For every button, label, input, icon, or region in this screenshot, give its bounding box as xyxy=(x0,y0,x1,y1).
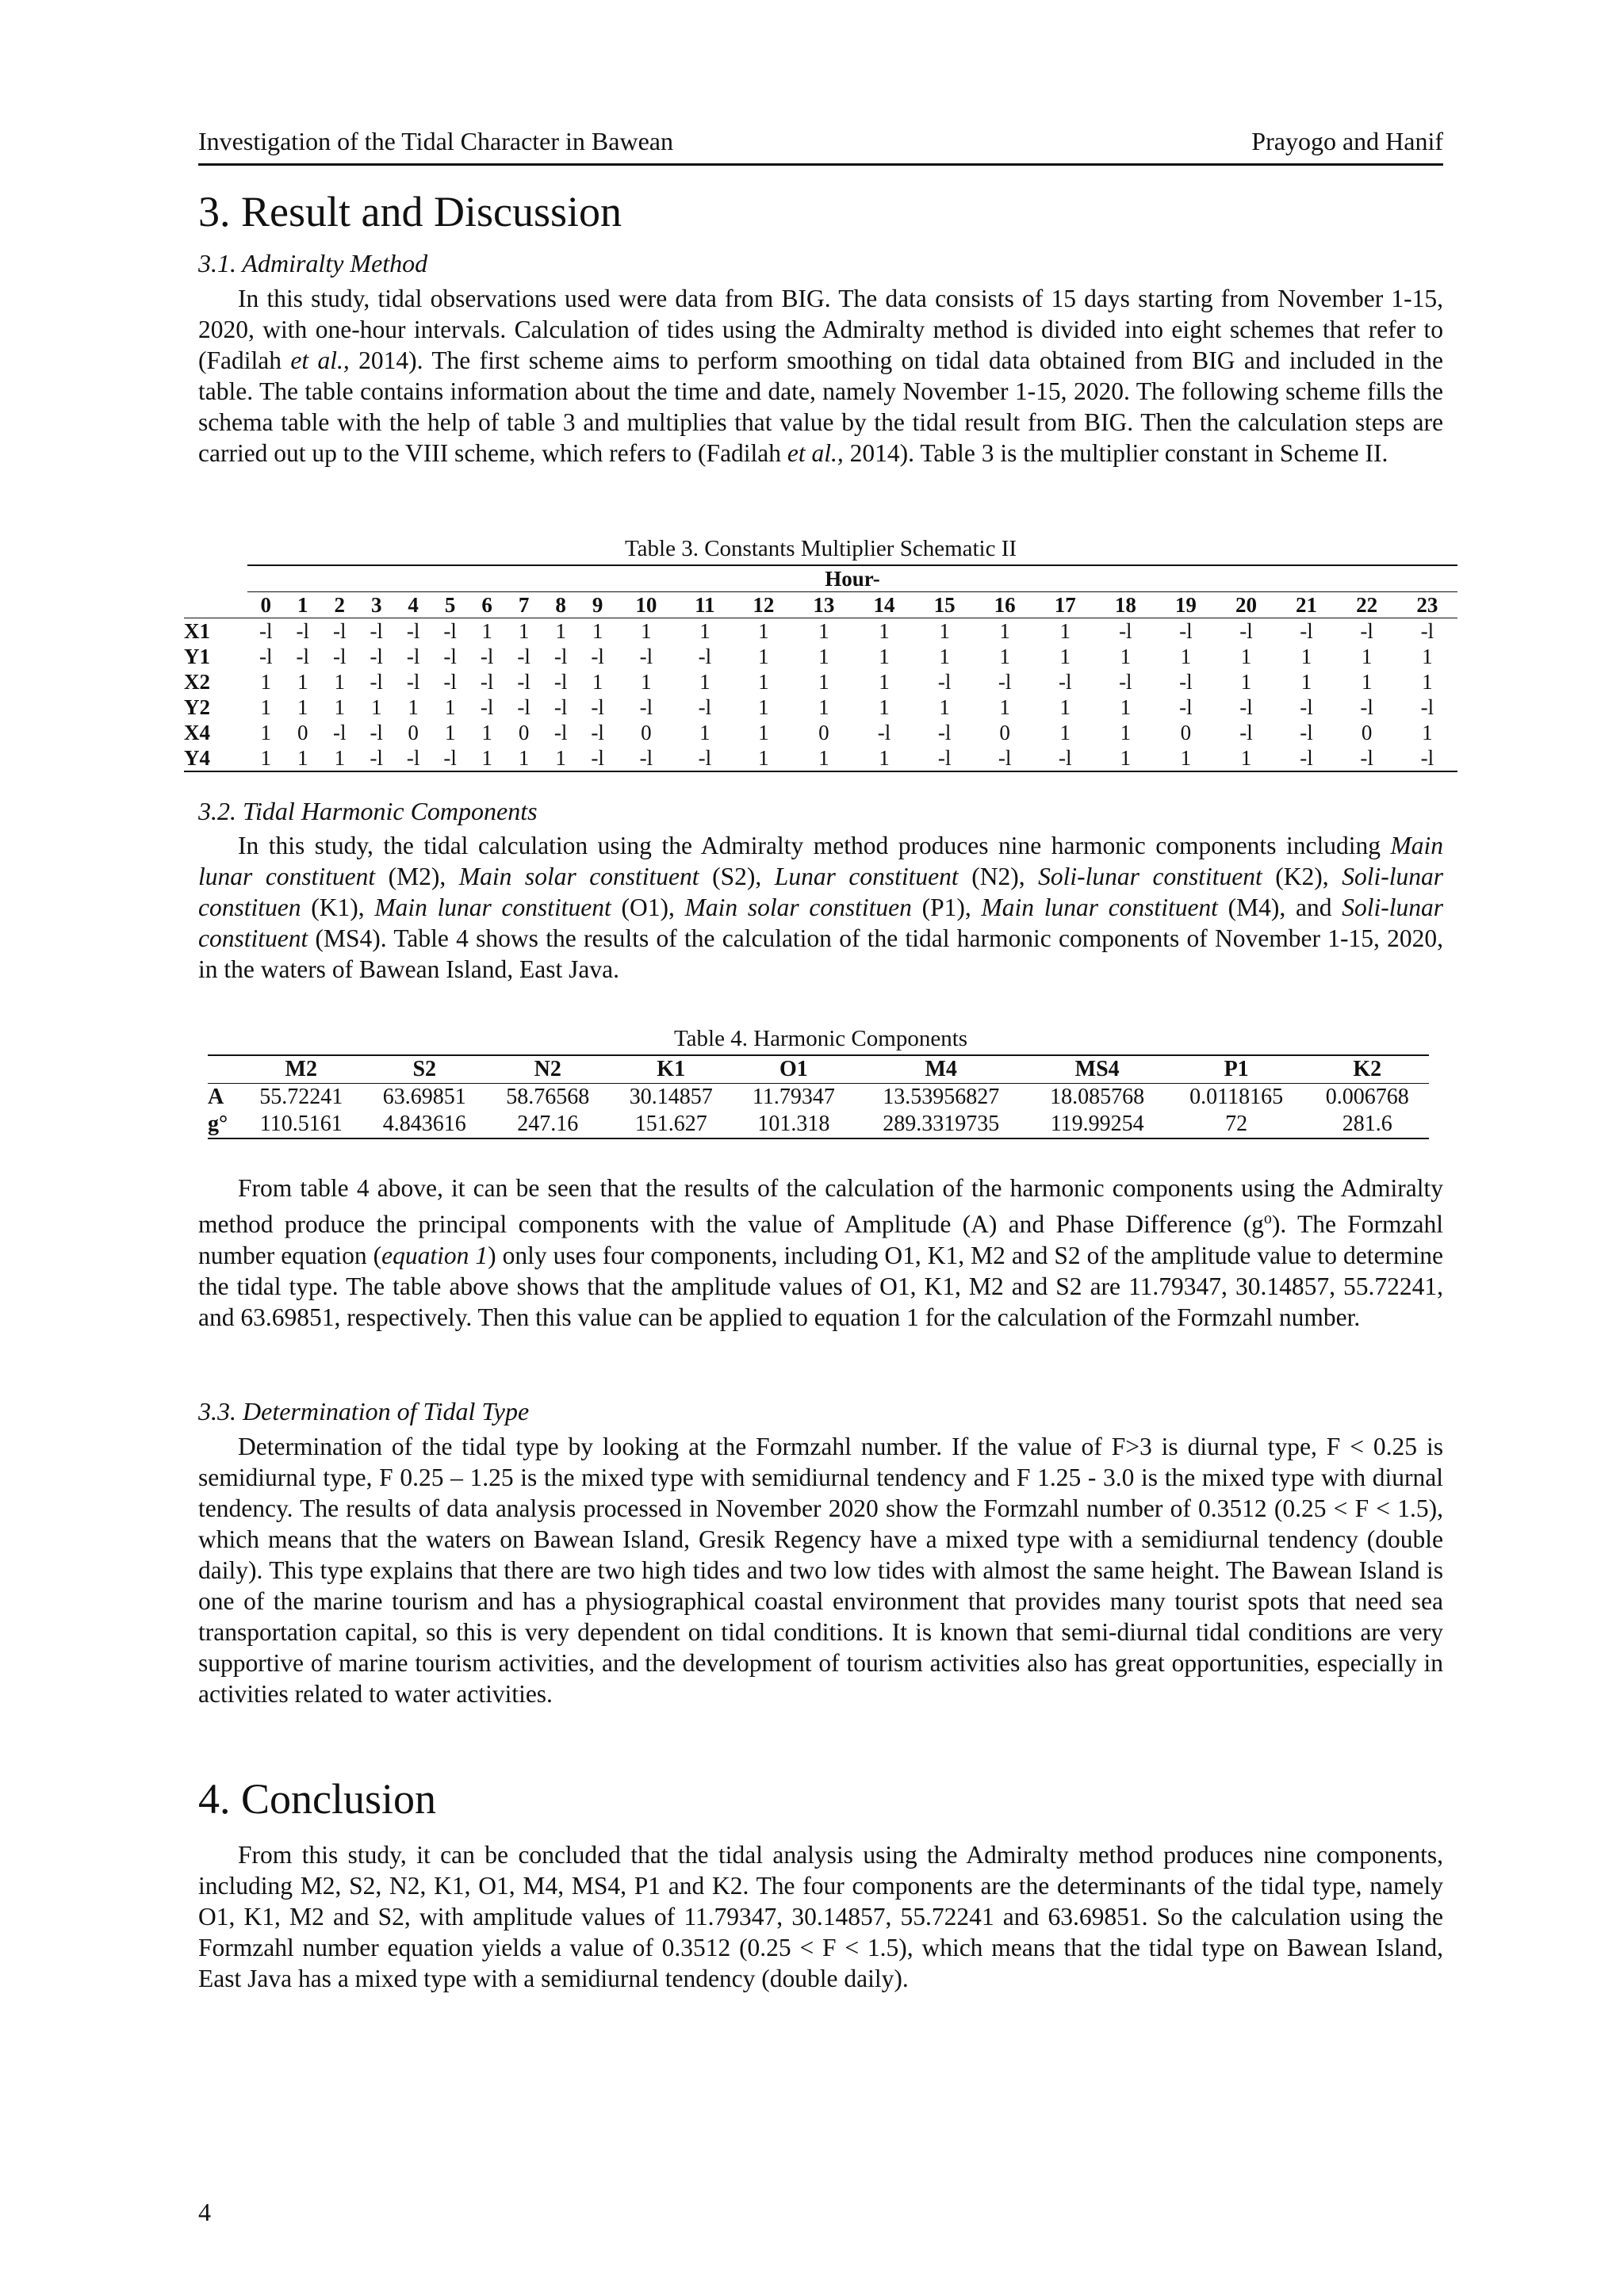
table3-cell: 1 xyxy=(469,745,505,771)
table3-cell: 1 xyxy=(284,745,320,771)
table4-cell: 30.14857 xyxy=(629,1085,713,1109)
table4-column-header: K1 xyxy=(609,1055,732,1084)
table3-cell: 0 xyxy=(999,720,1010,744)
table3-cell: -l xyxy=(480,644,494,668)
table3-cell: 1 xyxy=(794,745,854,771)
table4-header-row xyxy=(208,1055,1429,1084)
table3-cell: -l xyxy=(406,669,420,694)
table3-cell: -l xyxy=(1277,745,1337,771)
table3-cell: -l xyxy=(639,695,653,719)
table3-cell: 1 xyxy=(1120,695,1132,719)
table3-cell: 1 xyxy=(1422,644,1433,668)
subsection-heading-harmonic: 3.2. Tidal Harmonic Components xyxy=(198,797,538,825)
table3-cell: 1 xyxy=(334,669,345,694)
table3-hour-header: 18 xyxy=(1095,592,1155,618)
table3-cell: 1 xyxy=(481,720,492,744)
table3-cell: -l xyxy=(1239,618,1253,643)
table3-hour-header: 6 xyxy=(469,592,505,618)
table3-cell: 1 xyxy=(758,720,769,744)
table3-hour-header: 8 xyxy=(542,592,579,618)
table3-hour-row xyxy=(184,592,1457,618)
table3-cell: 1 xyxy=(1240,669,1252,694)
table3-cell: 0 xyxy=(408,720,419,744)
table3-cell: 1 xyxy=(1361,644,1373,668)
table3-cell: 1 xyxy=(444,695,456,719)
table3-cell: 1 xyxy=(854,745,914,771)
table3-cell: 1 xyxy=(939,644,950,668)
table3-cell: -l xyxy=(1360,695,1373,719)
header-title: Investigation of the Tidal Character in Bawean xyxy=(198,127,673,155)
table3-cell: 1 xyxy=(733,745,794,771)
table3-cell: 1 xyxy=(818,669,829,694)
table3-cell: 1 xyxy=(1095,745,1155,771)
table3-cell: -l xyxy=(431,745,468,771)
table3-row-label: X2 xyxy=(184,669,210,694)
table3-cell: -l xyxy=(698,695,712,719)
paragraph-admiralty: In this study, tidal observations used were data from BIG. The data consists of 15 days starting from November 1-15, 2020, with one-hour intervals. Calculation of tides using the Admiralty method is divided into eight schemes that refer to (Fadilah et al., 2014). The first scheme aims to perform smoothing on tidal data obtained from BIG and included in the table. The table contains information about the time and date, namely November 1-15, 2020. The following scheme fills the schema table with the help of table 3 and multiplies that value by the tidal result from BIG. Then the calculation steps are carried out up to the VIII scheme, which refers to (Fadilah et al., 2014). Table 3 is the multiplier constant in Scheme II. xyxy=(198,285,1443,467)
table3-cell: 1 xyxy=(321,745,358,771)
table4-column-header: K2 xyxy=(1305,1055,1429,1084)
table3-hour-header: 1 xyxy=(284,592,320,618)
table3-cell: -l xyxy=(332,618,347,643)
table3-cell: -l xyxy=(296,644,309,668)
table3-cell: 1 xyxy=(297,695,308,719)
paragraph-conclusion: From this study, it can be concluded that the tidal analysis using the Admiralty method produces nine components, including M2, S2, N2, K1, O1, M4, MS4, P1 and K2. The four components are the determinants of the tidal type, namely O1, K1, M2 and S2, with amplitude values of 11.79347, 30.14857, 55.72241 and 63.69851. So the calculation using the Formzahl number equation yields a value of 0.3512 (0.25 < F < 1.5), which means that the tidal type on Bawean Island, East Java has a mixed type with a semidiurnal tendency (double daily). xyxy=(198,1841,1443,1992)
table3-cell: -l xyxy=(1360,618,1373,643)
paragraph-harmonic: In this study, the tidal calculation using the Admiralty method produces nine harmonic components including Main lunar constituent (M2), Main solar constituent (S2), Lunar constituent (N2), Soli-lunar constituent (K2), Soli-lunar constituen (K1), Main lunar constituent (O1), Main solar constituen (P1), Main lunar constituent (M4), and Soli-lunar constituent (MS4). Table 4 shows the results of the calculation of the tidal harmonic components of November 1-15, 2020, in the waters of Bawean Island, East Java. xyxy=(198,832,1444,983)
table4-cell: 101.318 xyxy=(733,1111,855,1138)
table3-hour-header: 10 xyxy=(616,592,676,618)
table3-hour-header: 3 xyxy=(358,592,394,618)
table3-cell: -l xyxy=(406,644,420,668)
table3-cell: -l xyxy=(1337,745,1397,771)
table3-cell: 1 xyxy=(1180,644,1192,668)
table3-cell: -l xyxy=(1119,669,1132,694)
table4-cell: 58.76568 xyxy=(506,1085,590,1109)
table-row xyxy=(184,745,1457,771)
table3-cell: -l xyxy=(1397,745,1457,771)
table3-hour-header: 13 xyxy=(794,592,854,618)
table4-cell: 281.6 xyxy=(1305,1111,1429,1138)
table3-cell: 1 xyxy=(758,644,769,668)
table3-cell: 1 xyxy=(1216,745,1276,771)
table4-cell: 72 xyxy=(1167,1111,1306,1138)
table3-cell: -l xyxy=(1058,669,1072,694)
table3-cell: -l xyxy=(1420,618,1434,643)
table3-hour-header: 11 xyxy=(676,592,733,618)
table-3 xyxy=(184,564,1457,772)
table4-cell: 18.085768 xyxy=(1050,1085,1145,1109)
table3-cell: -l xyxy=(1300,695,1313,719)
table3-cell: -l xyxy=(480,695,494,719)
table3-cell: 1 xyxy=(939,695,950,719)
table3-cell: 1 xyxy=(1155,745,1216,771)
table3-hour-header: 7 xyxy=(505,592,542,618)
table3-cell: -l xyxy=(591,720,604,744)
table3-hour-header: 16 xyxy=(975,592,1035,618)
table3-cell: 1 xyxy=(879,618,890,643)
table3-cell: 1 xyxy=(555,618,566,643)
table3-cell: 1 xyxy=(879,669,890,694)
table3-cell: -l xyxy=(553,720,568,744)
table-row xyxy=(184,669,1457,695)
table-4 xyxy=(208,1054,1429,1139)
table3-hour-header: 20 xyxy=(1216,592,1276,618)
table3-cell: -l xyxy=(1179,618,1193,643)
table3-cell: 1 xyxy=(1300,669,1312,694)
table4-cell: 247.16 xyxy=(486,1111,609,1138)
table3-cell: -l xyxy=(676,745,733,771)
table3-hour-header: 19 xyxy=(1155,592,1216,618)
table3-cell: 1 xyxy=(444,720,456,744)
table3-cell: -l xyxy=(1119,618,1132,643)
table3-cell: 1 xyxy=(879,644,890,668)
table3-hour-header: 2 xyxy=(321,592,358,618)
table4-body xyxy=(208,1084,1429,1139)
table3-row-label: Y1 xyxy=(184,644,210,668)
table3-cell: -l xyxy=(370,669,383,694)
table3-cell: 1 xyxy=(1059,618,1071,643)
table3-cell: -l xyxy=(579,745,615,771)
table3-cell: 1 xyxy=(758,669,769,694)
table3-cell: -l xyxy=(1300,618,1313,643)
table3-hour-header: 9 xyxy=(579,592,615,618)
table4-column-header: O1 xyxy=(733,1055,855,1084)
section-heading-conclusion: 4. Conclusion xyxy=(198,1775,437,1823)
table3-cell: -l xyxy=(332,720,347,744)
table3-cell: 1 xyxy=(542,745,579,771)
table-row xyxy=(208,1111,1429,1138)
table3-cell: 1 xyxy=(1059,695,1071,719)
table3-cell: 1 xyxy=(370,695,382,719)
table3-cell: 1 xyxy=(1422,669,1433,694)
table4-cell: 151.627 xyxy=(609,1111,732,1138)
table3-cell: 1 xyxy=(297,669,308,694)
table4-column-header: M4 xyxy=(855,1055,1028,1084)
table-row xyxy=(184,720,1457,745)
table3-cell: -l xyxy=(914,745,975,771)
table3-cell: -l xyxy=(332,644,347,668)
table3-cell: 1 xyxy=(999,695,1010,719)
section-heading-results: 3. Result and Discussion xyxy=(198,188,622,235)
table3-cell: 1 xyxy=(408,695,419,719)
table3-cell: -l xyxy=(480,669,494,694)
table3-cell: -l xyxy=(1239,695,1253,719)
table4-cell: 4.843616 xyxy=(362,1111,485,1138)
table4-caption: Table 4. Harmonic Components xyxy=(673,1026,968,1051)
table3-hour-header: 17 xyxy=(1035,592,1095,618)
table3-cell: 1 xyxy=(818,644,829,668)
table3-row-label: X1 xyxy=(184,618,210,643)
table3-cell: -l xyxy=(553,695,568,719)
table3-cell: 0 xyxy=(818,720,829,744)
table3-cell: -l xyxy=(937,720,952,744)
table3-group-header-row xyxy=(184,565,1457,592)
table3-cell: 1 xyxy=(939,618,950,643)
table3-cell: 1 xyxy=(1059,720,1071,744)
table3-cell: -l xyxy=(443,669,457,694)
table3-cell: -l xyxy=(1035,745,1095,771)
table3-cell: -l xyxy=(370,644,383,668)
table3-hour-header: 23 xyxy=(1397,592,1457,618)
table3-cell: 0 xyxy=(1180,720,1192,744)
table3-group-header: Hour- xyxy=(247,565,1457,592)
table3-cell: -l xyxy=(358,745,394,771)
table3-cell: 1 xyxy=(247,745,284,771)
table4-row-label: A xyxy=(208,1085,224,1109)
table3-cell: 1 xyxy=(1120,644,1132,668)
table3-cell: -l xyxy=(998,669,1012,694)
table3-cell: -l xyxy=(517,669,530,694)
table-row xyxy=(208,1084,1429,1112)
table4-cell: 55.72241 xyxy=(259,1085,343,1109)
table4-column-header: S2 xyxy=(362,1055,485,1084)
table3-cell: 1 xyxy=(999,644,1010,668)
table4-row-label: g° xyxy=(208,1111,239,1138)
table3-caption: Table 3. Constants Multiplier Schematic II xyxy=(624,536,1017,561)
table4-cell: 0.006768 xyxy=(1325,1085,1409,1109)
table3-cell: 0 xyxy=(641,720,652,744)
table3-cell: 1 xyxy=(260,669,271,694)
table3-cell: 1 xyxy=(1059,644,1071,668)
table3-cell: -l xyxy=(937,669,952,694)
table3-hour-header: 12 xyxy=(733,592,794,618)
table3-cell: 1 xyxy=(879,695,890,719)
table3-cell: 1 xyxy=(260,695,271,719)
table4-cell: 11.79347 xyxy=(752,1085,835,1109)
table3-cell: 1 xyxy=(758,618,769,643)
table4-cell: 0.0118165 xyxy=(1189,1085,1284,1109)
table3-hour-header: 15 xyxy=(914,592,975,618)
table3-cell: 1 xyxy=(641,618,652,643)
table3-cell: -l xyxy=(517,644,530,668)
table3-cell: 1 xyxy=(699,720,710,744)
table3-cell: 1 xyxy=(818,618,829,643)
table3-row-label: Y4 xyxy=(184,745,247,771)
table3-hour-header: 5 xyxy=(431,592,468,618)
table3-cell: -l xyxy=(370,720,383,744)
table3-cell: -l xyxy=(1179,669,1193,694)
table3-cell: -l xyxy=(1300,720,1313,744)
table3-cell: -l xyxy=(296,618,309,643)
table3-cell: -l xyxy=(443,618,457,643)
table3-cell: -l xyxy=(553,669,568,694)
table4-cell: 13.53956827 xyxy=(883,1085,1000,1109)
table3-cell: 1 xyxy=(1300,644,1312,668)
table3-cell: 1 xyxy=(334,695,345,719)
table3-cell: 1 xyxy=(260,720,271,744)
paragraph-table4-discussion: From table 4 above, it can be seen that the results of the calculation of the harmonic components using the Admiralty method produce the principal components with the value of Amplitude (A) and Phase Difference $(g^o)$. The Formzahl number equation (equation 1) only uses four components, including O1, K1, M2 and S2 of the amplitude value to determine the tidal type. The table above shows that the amplitude values of O1, K1, M2 and S2 are 11.79347, 30.14857, 55.72241, and 63.69851, respectively. Then this value can be applied to equation 1 for the calculation of the Formzahl number. xyxy=(198,1174,1443,1331)
table-row xyxy=(184,618,1457,645)
header-authors: Prayogo and Hanif xyxy=(1251,127,1443,155)
header-rule xyxy=(198,163,1443,166)
table3-cell: -l xyxy=(259,618,273,643)
table3-cell: 1 xyxy=(818,695,829,719)
table4-cell: 289.3319735 xyxy=(855,1111,1028,1138)
table3-cell: -l xyxy=(443,644,457,668)
table3-row-label: X4 xyxy=(184,720,210,744)
table4-column-header: M2 xyxy=(239,1055,362,1084)
table4-cell: 119.99254 xyxy=(1028,1111,1167,1138)
table3-cell: 1 xyxy=(758,695,769,719)
table3-hour-header: 0 xyxy=(247,592,284,618)
table4-cell: 63.69851 xyxy=(382,1085,466,1109)
table3-cell: 1 xyxy=(1361,669,1373,694)
table3-cell: 0 xyxy=(1361,720,1373,744)
table3-cell: -l xyxy=(406,618,420,643)
table4-column-header: MS4 xyxy=(1028,1055,1167,1084)
table3-body xyxy=(184,618,1457,772)
table3-cell: -l xyxy=(1239,720,1253,744)
table3-cell: -l xyxy=(553,644,568,668)
table3-cell: -l xyxy=(975,745,1035,771)
table4-column-header: P1 xyxy=(1167,1055,1306,1084)
table3-cell: -l xyxy=(616,745,676,771)
table3-hour-header: 21 xyxy=(1277,592,1337,618)
table3-hour-header: 4 xyxy=(395,592,431,618)
table3-cell: -l xyxy=(639,644,653,668)
table3-cell: -l xyxy=(877,720,891,744)
table3-cell: 1 xyxy=(1240,644,1252,668)
table3-cell: 1 xyxy=(999,618,1010,643)
table3-cell: 1 xyxy=(699,669,710,694)
table-row xyxy=(184,644,1457,669)
table3-hour-header: 22 xyxy=(1337,592,1397,618)
table3-cell: -l xyxy=(259,644,273,668)
subsection-heading-tidal-type: 3.3. Determination of Tidal Type xyxy=(198,1397,530,1425)
table3-cell: 1 xyxy=(1422,720,1433,744)
table3-cell: 1 xyxy=(1120,720,1132,744)
table3-cell: -l xyxy=(698,644,712,668)
table3-cell: 0 xyxy=(518,720,530,744)
table3-cell: 1 xyxy=(699,618,710,643)
table3-cell: -l xyxy=(517,695,530,719)
table3-cell: 1 xyxy=(592,618,603,643)
table3-cell: 1 xyxy=(481,618,492,643)
table3-cell: 1 xyxy=(592,669,603,694)
table3-row-label: Y2 xyxy=(184,695,210,719)
table3-cell: -l xyxy=(591,644,604,668)
table3-cell: 1 xyxy=(505,745,542,771)
table3-cell: -l xyxy=(591,695,604,719)
subsection-heading-admiralty: 3.1. Admiralty Method xyxy=(198,249,428,277)
table4-column-header: N2 xyxy=(486,1055,609,1084)
table3-cell: 0 xyxy=(297,720,308,744)
table3-cell: -l xyxy=(370,618,383,643)
page-number: 4 xyxy=(198,2198,211,2226)
table3-cell: -l xyxy=(1179,695,1193,719)
paragraph-tidal-type: Determination of the tidal type by looking at the Formzahl number. If the value of F>3 is diurnal type, F < 0.25 is semidiurnal type, F 0.25 – 1.25 is the mixed type with semidiurnal tendency and F 1.25 - 3.0 is the mixed type with diurnal tendency. The results of data analysis processed in November 2020 show the Formzahl number of 0.3512 (0.25 < F < 1.5), which means that the waters on Bawean Island, Gresik Regency have a mixed type with a semidiurnal tendency (double daily). This type explains that there are two high tides and two low tides with almost the same height. The Bawean Island is one of the marine tourism and has a physiographical coastal environment that provides many tourist spots that need sea transportation capital, so this is very dependent on tidal conditions. It is known that semi-diurnal tidal conditions are very supportive of marine tourism activities, and the development of tourism activities also has great opportunities, especially in activities related to water activities. xyxy=(198,1433,1443,1708)
table3-cell: 1 xyxy=(641,669,652,694)
table3-cell: -l xyxy=(395,745,431,771)
table3-hour-header: 14 xyxy=(854,592,914,618)
table3-cell: 1 xyxy=(518,618,530,643)
table4-cell: 110.5161 xyxy=(239,1111,362,1138)
table-row xyxy=(184,695,1457,720)
table3-cell: -l xyxy=(1420,695,1434,719)
